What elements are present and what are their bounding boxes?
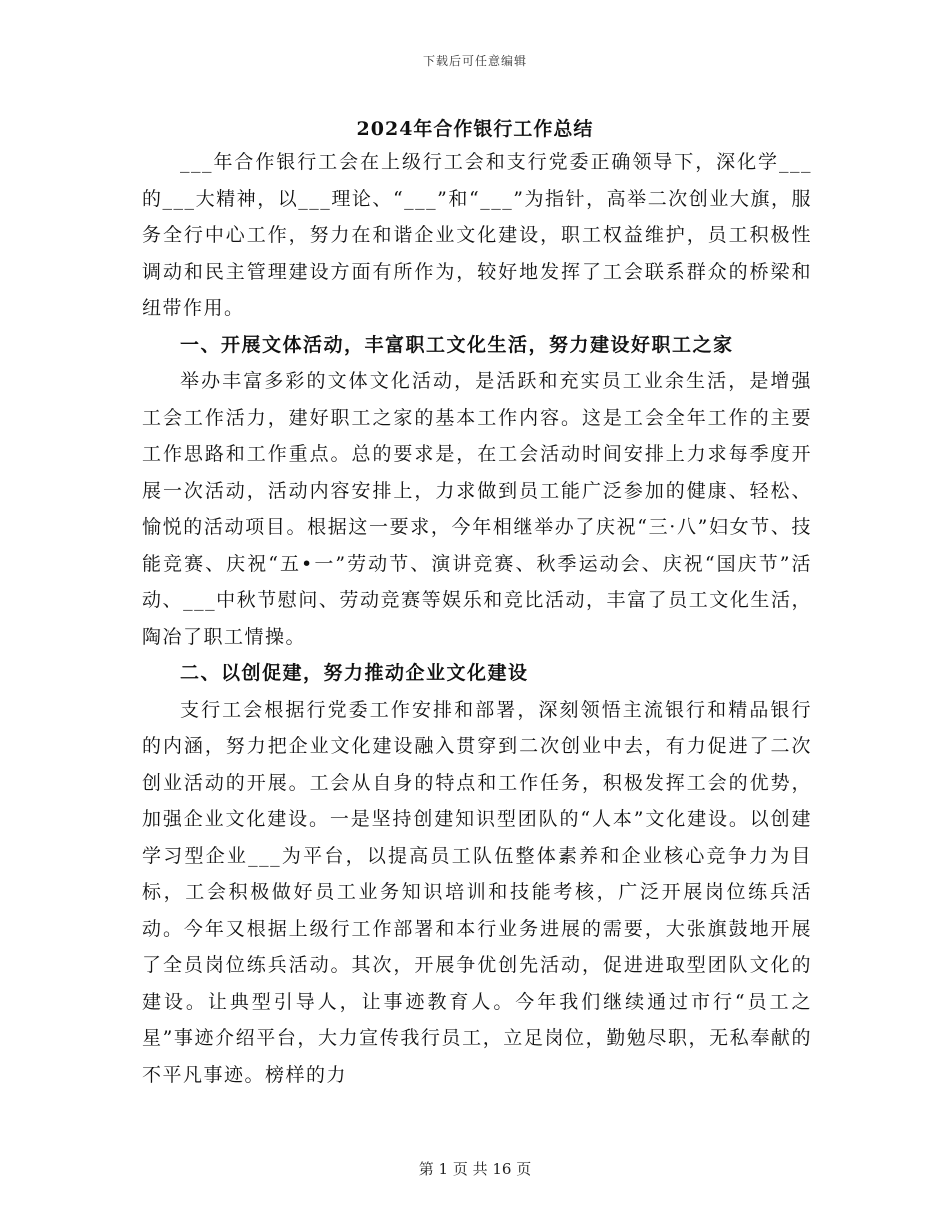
document-body	[142, 144, 812, 1093]
page-number-footer: 第 1 页 共 16 页	[418, 1160, 532, 1178]
section-1-paragraph: 举办丰富多彩的文体文化活动，是活跃和充实员工业余生活，是增强工会工作活力，建好职工之家的基本工作内容。这是工会全年工作的主要工作思路和工作重点。总的要求是，在工会活动时间安排上力求每季度开展一次活动，活动内容安排上，力求做到员工能广泛参加的健康、轻松、愉悦的活动项目。根据这一要求，今年相继举办了庆祝“三·八”妇女节、技能竞赛、庆祝“五•一”劳动节、演讲竞赛、秋季运动会、庆祝“国庆节”活动、___中秋节慰问、劳动竞赛等娱乐和竞比活动，丰富了员工文化生活，陶冶了职工情操。	[142, 370, 812, 648]
page-header-note: 下载后可任意编辑	[422, 54, 527, 68]
document-title: 2024年合作银行工作总结	[356, 118, 594, 140]
section-2-heading: 二、以创促建，努力推动企业文化建设	[180, 662, 529, 684]
section-1-heading: 一、开展文体活动，丰富职工文化生活，努力建设好职工之家	[180, 333, 734, 356]
intro-paragraph: ___年合作银行工会在上级行工会和支行党委正确领导下，深化学___的___大精神，以___理论、“___”和“___”为指针，高举二次创业大旗，服务全行中心工作，努力在和谐企业文化建设，职工权益维护，员工积极性调动和民主管理建设方面有所作为，较好地发挥了工会联系群众的桥梁和纽带作用。	[142, 151, 812, 319]
section-2-paragraph: 支行工会根据行党委工作安排和部署，深刻领悟主流银行和精品银行的内涵，努力把企业文化建设融入贯穿到二次创业中去，有力促进了二次创业活动的开展。工会从自身的特点和工作任务，积极发挥工会的优势，加强企业文化建设。一是坚持创建知识型团队的“人本”文化建设。以创建学习型企业___为平台，以提高员工队伍整体素养和企业核心竞争力为目标，工会积极做好员工业务知识培训和技能考核，广泛开展岗位练兵活动。今年又根据上级行工作部署和本行业务进展的需要，大张旗鼓地开展了全员岗位练兵活动。其次，开展争优创先活动，促进进取型团队文化的建设。让典型引导人，让事迹教育人。今年我们继续通过市行“员工之星”事迹介绍平台，大力宣传我行员工，立足岗位，勤勉尽职，无私奉献的不平凡事迹。榜样的力	[142, 698, 812, 1086]
